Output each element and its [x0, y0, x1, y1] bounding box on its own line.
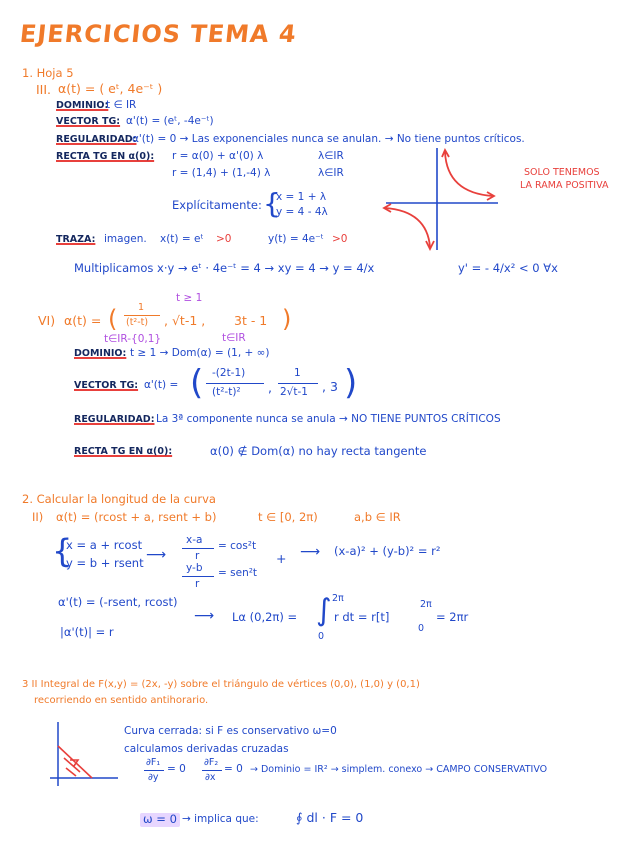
iii-deriv: y' = - 4/x² < 0 ∀x	[458, 261, 558, 275]
iii-traza-label: TRAZA:	[56, 234, 96, 245]
vi-v-bar1	[206, 383, 264, 384]
ex2-norm: |α'(t)| = r	[60, 625, 114, 639]
ex2-length-lhs: Lα (0,2π) =	[232, 610, 298, 624]
triangle-sides	[58, 746, 92, 778]
iii-vector-value: α'(t) = (eᵗ, -4e⁻ᵗ)	[126, 115, 214, 127]
ex2-interval: t ∈ [0, 2π)	[258, 510, 318, 524]
vi-vector-close: )	[344, 363, 358, 403]
vi-recta-value: α(0) ∉ Dom(α) no hay recta tangente	[210, 444, 427, 458]
ex2-arrow2: ⟶	[300, 544, 321, 560]
ex3-p1-bar	[144, 770, 164, 771]
ex2-arrow3: ⟶	[194, 608, 215, 624]
ex2-deriv: α'(t) = (-rsent, rcost)	[58, 595, 178, 609]
iii-recta-label: RECTA TG EN α(0):	[56, 151, 155, 162]
vi-cond-bottom-left: t∈IR-{0,1}	[104, 333, 162, 345]
ex2-result: = 2πr	[436, 610, 469, 624]
iii-explicit-x: x = 1 + λ	[276, 191, 327, 203]
iii-note-line1: SOLO TENEMOS	[524, 167, 600, 178]
vi-open-paren: (	[108, 305, 118, 333]
ex2-eval-upper: 2π	[420, 599, 432, 610]
vi-last-part: 3t - 1	[234, 313, 268, 328]
vi-frac-bar	[124, 315, 160, 316]
ex2-int-lower: 0	[318, 631, 325, 642]
ex3-p2-eq: = 0	[224, 763, 243, 775]
ex2-brace: {	[52, 532, 73, 570]
vi-v-num1: -(2t-1)	[212, 367, 246, 379]
ex2-arrow1: ⟶	[146, 547, 167, 563]
vi-reg-label: REGULARIDAD:	[74, 414, 155, 425]
vi-v-bar2	[278, 383, 318, 384]
ex2-integrand: r dt = r[t]	[334, 610, 390, 624]
ex2-circle: (x-a)² + (y-b)² = r²	[334, 544, 441, 558]
vi-curve-prefix: α(t) =	[64, 313, 102, 328]
ex3-line-int: ∮ dl · F = 0	[296, 810, 364, 825]
ex3-p1-den: ∂y	[148, 772, 159, 783]
iii-explicit-brace: {	[263, 187, 281, 220]
iii-domain-label: DOMINIO:	[56, 100, 109, 111]
ex2-header: 2. Calcular la longitud de la curva	[22, 492, 216, 506]
iii-domain-value: t ∈ IR	[106, 99, 137, 111]
ex2-curve: α(t) = (rcost + a, rsent + b)	[56, 510, 217, 524]
ex3-header-line1: 3 II Integral de F(x,y) = (2x, -y) sobre el triángulo de vértices (0,0), (1,0) y (0,1)	[22, 679, 420, 690]
triangle-axes	[50, 722, 118, 786]
vi-close-paren: )	[282, 305, 292, 333]
vi-vector-prefix: α'(t) =	[144, 379, 179, 391]
iii-traza-x-ineq: >0	[216, 233, 232, 245]
ex3-p2-den: ∂x	[205, 772, 216, 783]
vi-frac-den: (t²-t)	[126, 317, 149, 328]
ex2-eq2-den: r	[195, 578, 200, 590]
iii-traza-x: x(t) = eᵗ	[160, 233, 204, 245]
ex2-eq1-num: x-a	[186, 534, 203, 546]
ex3-p1-num: ∂F₁	[146, 757, 161, 768]
iii-traza-word: imagen.	[104, 233, 147, 245]
iii-explicit-y: y = 4 - 4λ	[276, 206, 328, 218]
ex1-iii-numeral: III.	[36, 82, 52, 97]
vi-cond-top: t ≥ 1	[176, 292, 203, 304]
vi-vector-label: VECTOR TG:	[74, 380, 139, 391]
ex2-eq1-rhs: = cos²t	[218, 540, 257, 552]
vi-cond-bottom-right: t∈IR	[222, 332, 246, 344]
vi-recta-label: RECTA TG EN α(0):	[74, 446, 173, 457]
ex3-closed-curve: Curva cerrada: si F es conservativo ω=0	[124, 725, 337, 737]
iii-traza-y: y(t) = 4e⁻ᵗ	[268, 233, 324, 245]
vi-sqrt-part: , √t-1 ,	[164, 313, 206, 328]
vi-reg-value: La 3ª componente nunca se anula → NO TIENE PUNTOS CRÍTICOS	[156, 413, 501, 425]
ex3-p2-num: ∂F₂	[204, 757, 219, 768]
iii-note-line2: LA RAMA POSITIVA	[520, 180, 609, 191]
ex3-omega: ω = 0	[140, 813, 180, 827]
vi-v-last: , 3	[322, 379, 338, 394]
iii-vector-label: VECTOR TG:	[56, 116, 121, 127]
vi-v-den1: (t²-t)²	[212, 386, 241, 398]
ex2-sub-numeral: II)	[32, 510, 44, 524]
iii-reg-label: REGULARIDAD:	[56, 134, 137, 145]
iii-recta-line1-domain: λ∈IR	[318, 150, 344, 162]
iii-recta-line2-domain: λ∈IR	[318, 167, 344, 179]
vi-vector-open: (	[190, 363, 204, 403]
iii-recta-line1: r = α(0) + α'(0) λ	[172, 150, 264, 162]
iii-explicit-label: Explícitamente:	[172, 198, 262, 212]
iii-mult-line: Multiplicamos x·y → eᵗ · 4e⁻ᵗ = 4 → xy = 4 → y = 4/x	[74, 261, 375, 275]
iii-traza-y-ineq: >0	[332, 233, 348, 245]
ex2-eq2-rhs: = sen²t	[218, 567, 258, 579]
page-title: EJERCICIOS TEMA 4	[18, 20, 299, 48]
ex3-chain: → Dominio = IR² → simplem. conexo → CAMPO CONSERVATIVO	[250, 764, 548, 775]
ex2-sys-y: y = b + rsent	[66, 556, 144, 570]
axes	[386, 148, 498, 250]
ex3-p1-eq: = 0	[167, 763, 186, 775]
iii-recta-line2: r = (1,4) + (1,-4) λ	[172, 167, 271, 179]
ex3-header-line2: recorriendo en sentido antihorario.	[34, 695, 209, 706]
ex2-eval-lower: 0	[418, 623, 425, 634]
vi-domain-label: DOMINIO:	[74, 348, 127, 359]
vi-numeral: VI)	[38, 313, 56, 328]
ex2-params: a,b ∈ IR	[354, 510, 401, 524]
ex3-implies: → implica que:	[182, 813, 259, 825]
vi-v-num2: 1	[294, 367, 301, 379]
negative-branch	[384, 204, 434, 249]
ex1-header: 1. Hoja 5	[22, 66, 74, 80]
vi-v-comma1: ,	[268, 380, 272, 395]
vi-domain-value: t ≥ 1 → Dom(α) = (1, + ∞)	[130, 347, 270, 359]
positive-branch	[442, 150, 494, 200]
iii-reg-value: α'(t) = 0 → Las exponenciales nunca se anulan. → No tiene puntos críticos.	[132, 133, 525, 145]
ex2-int-upper: 2π	[332, 593, 344, 604]
ex1-iii-curve: α(t) = ( eᵗ, 4e⁻ᵗ )	[58, 81, 163, 96]
ex2-sys-x: x = a + rcost	[66, 538, 143, 552]
vi-v-den2: 2√t-1	[280, 386, 308, 398]
ex3-cross-deriv: calculamos derivadas cruzadas	[124, 743, 289, 755]
vi-frac-num: 1	[138, 302, 145, 313]
ex2-integral: ∫	[316, 593, 332, 628]
ex2-plus: +	[276, 551, 287, 566]
ex2-eq1-den: r	[195, 550, 200, 562]
ex3-p2-bar	[202, 770, 222, 771]
ex2-eq2-num: y-b	[186, 562, 203, 574]
ex2-eq1-bar	[182, 548, 214, 549]
ex2-eq2-bar	[182, 576, 214, 577]
